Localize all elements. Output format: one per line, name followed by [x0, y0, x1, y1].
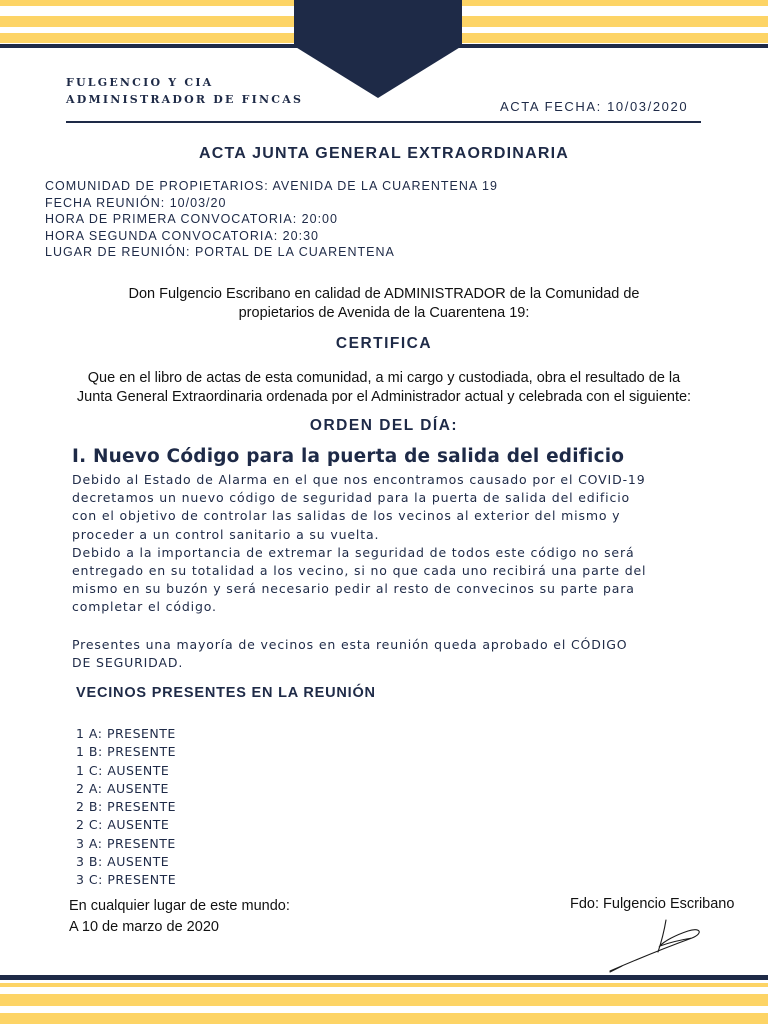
paragraph-line: proceder a un control sanitario a su vuelta.: [72, 526, 380, 542]
company-line-1: FULGENCIO Y CIA: [66, 76, 214, 89]
company-line-2: ADMINISTRADOR DE FINCAS: [66, 93, 304, 106]
agenda-item-paragraph-1: [72, 471, 646, 617]
attendance-item: 1 A: PRESENTE: [76, 726, 176, 741]
paragraph-line: Debido al Estado de Alarma en el que nos encontramos causado por el COVID-19: [72, 472, 646, 487]
meeting-info-community: COMUNIDAD DE PROPIETARIOS: AVENIDA DE LA CUARENTENA 19: [45, 179, 498, 193]
intro-line-1: Don Fulgencio Escribano en calidad de ADMINISTRADOR de la Comunidad de: [128, 286, 640, 302]
signature-label: Fdo: Fulgencio Escribano: [570, 896, 735, 912]
intro-text: [0, 285, 768, 323]
agenda-item-title: I. Nuevo Código para la puerta de salida del edificio: [72, 446, 625, 467]
attendance-item: 1 B: PRESENTE: [76, 744, 177, 760]
header-rule: [66, 121, 701, 123]
bottom-stripe-navy: [0, 975, 768, 980]
header-ribbon: [294, 0, 462, 98]
paragraph-line: Presentes una mayoría de vecinos en esta reunión queda aprobado el CÓDIGO: [72, 637, 628, 652]
attendance-item: 2 C: AUSENTE: [76, 817, 170, 833]
agenda-item-paragraph-2: [72, 636, 627, 672]
closing-date: A 10 de marzo de 2020: [69, 919, 219, 935]
meeting-info-place: LUGAR DE REUNIÓN: PORTAL DE LA CUARENTENA: [45, 245, 395, 259]
closing-place: En cualquier lugar de este mundo:: [69, 898, 290, 914]
meeting-info: [45, 178, 498, 261]
paragraph-line: entregado en su totalidad a los vecino, si no que cada uno recibirá una parte del: [72, 563, 647, 579]
company-name: [66, 74, 303, 108]
bottom-stripe-yellow-1: [0, 983, 768, 987]
attendance-item: 3 A: PRESENTE: [76, 835, 176, 851]
paragraph-line: completar el código.: [72, 599, 217, 615]
certifica-line-2: Junta General Extraordinaria ordenada por el Administrador actual y celebrada con el siguiente:: [76, 389, 692, 405]
paragraph-line: DE SEGURIDAD.: [72, 655, 184, 671]
closing-block: [69, 896, 290, 938]
meeting-info-second-call: HORA SEGUNDA CONVOCATORIA: 20:30: [45, 228, 319, 243]
paragraph-line: con el objetivo de controlar las salidas de los vecinos al exterior del mismo y: [72, 508, 621, 524]
attendance-heading: VECINOS PRESENTES EN LA REUNIÓN: [76, 685, 376, 701]
signature-scribble: [600, 910, 725, 975]
certifica-text: [0, 369, 768, 407]
acta-date: ACTA FECHA: 10/03/2020: [500, 99, 689, 114]
orden-heading: ORDEN DEL DÍA:: [309, 417, 459, 434]
meeting-info-first-call: HORA DE PRIMERA CONVOCATORIA: 20:00: [45, 212, 338, 226]
meeting-info-date: FECHA REUNIÓN: 10/03/20: [45, 195, 227, 210]
paragraph-line: decretamos un nuevo código de seguridad para la puerta de salida del edificio: [72, 490, 631, 506]
attendance-list: [76, 725, 176, 890]
attendance-item: 1 C: AUSENTE: [76, 762, 170, 778]
intro-line-2: propietarios de Avenida de la Cuarentena 19:: [238, 305, 530, 321]
paragraph-line: Debido a la importancia de extremar la seguridad de todos este código no será: [72, 544, 635, 560]
attendance-item: 3 B: AUSENTE: [76, 854, 170, 870]
certifica-line-1: Que en el libro de actas de esta comunidad, a mi cargo y custodiada, obra el resultado de la: [87, 370, 681, 386]
bottom-stripe-yellow-3: [0, 1013, 768, 1024]
paragraph-line: mismo en su buzón y será necesario pedir al resto de convecinos su parte para: [72, 581, 635, 597]
attendance-item: 2 A: AUSENTE: [76, 780, 169, 796]
attendance-item: 3 C: PRESENTE: [76, 872, 177, 888]
certifica-heading: CERTIFICA: [335, 335, 433, 352]
document-title: ACTA JUNTA GENERAL EXTRAORDINARIA: [199, 145, 569, 162]
bottom-stripe-yellow-2: [0, 994, 768, 1006]
attendance-item: 2 B: PRESENTE: [76, 799, 177, 815]
